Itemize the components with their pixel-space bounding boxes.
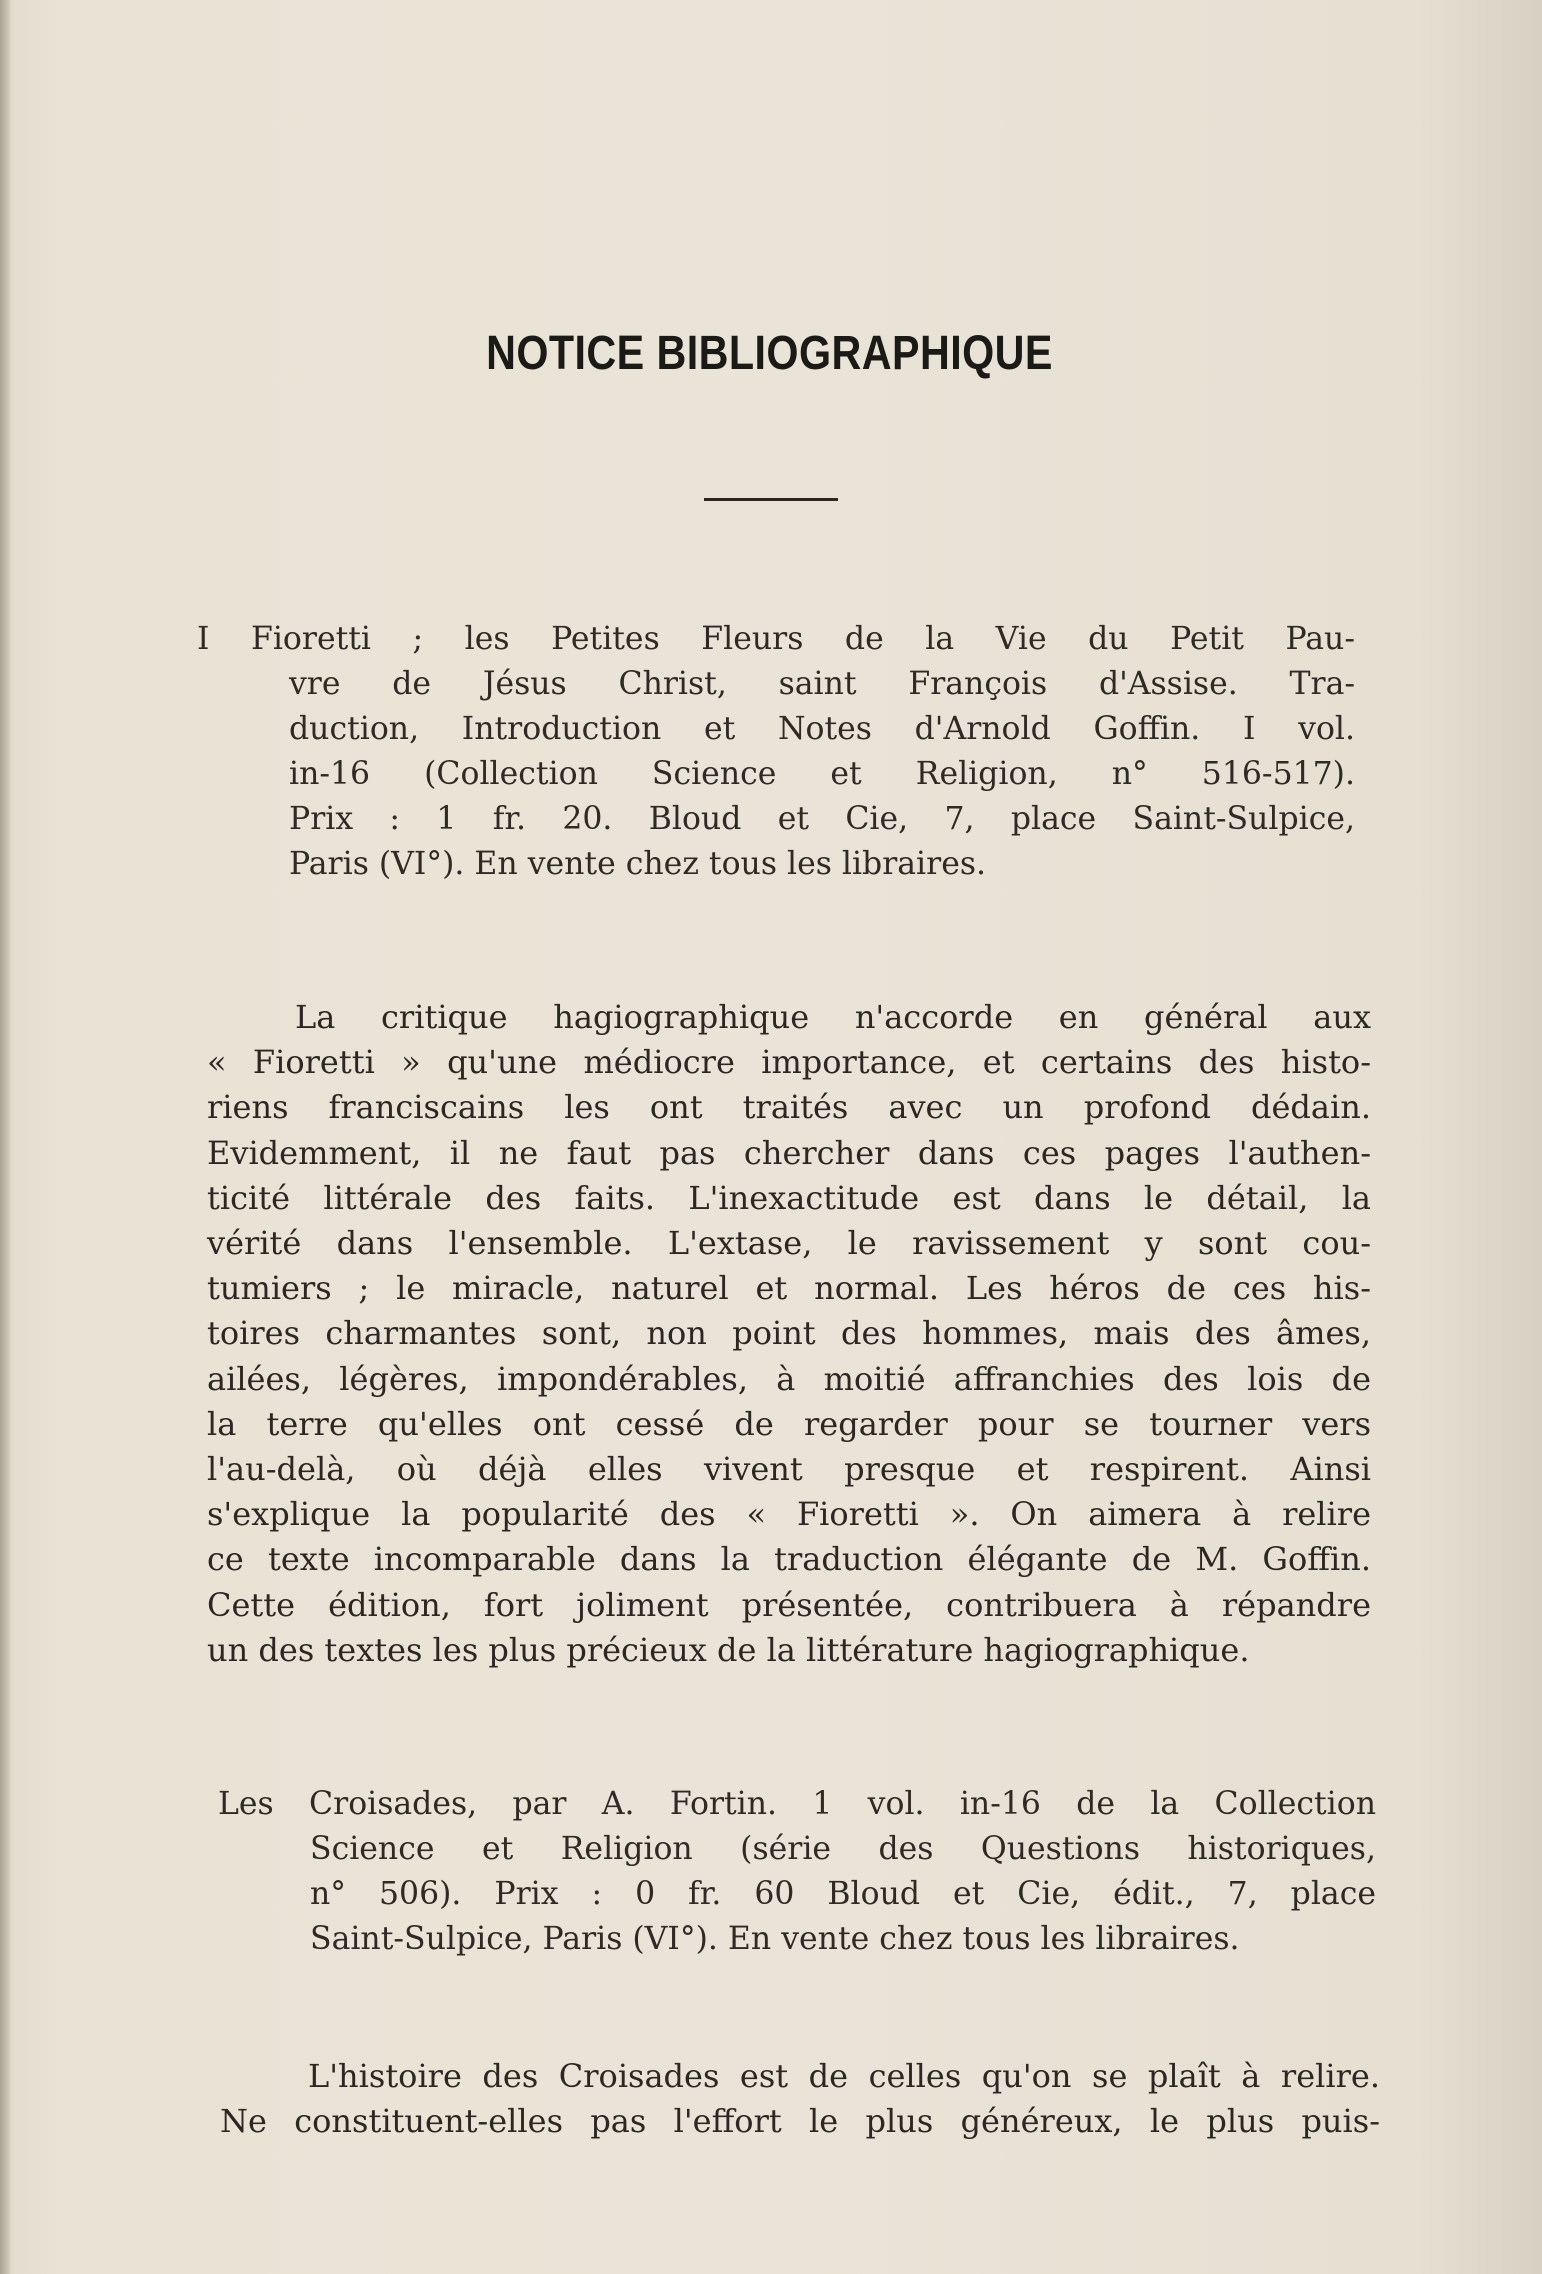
paragraph-line: tumiers ; le miracle, naturel et normal. Les héros de ces his- (207, 1269, 1371, 1308)
paragraph-line: riens franciscains les ont traités avec un profond dédain. (207, 1088, 1371, 1127)
entry-line: Prix : 1 fr. 20. Bloud et Cie, 7, place Saint-Sulpice, (289, 801, 1355, 837)
entry-line: Les Croisades, par A. Fortin. 1 vol. in-16 de la Collection (218, 1786, 1376, 1822)
paragraph-line: L'histoire des Croisades est de celles qu'on se plaît à relire. (308, 2057, 1380, 2095)
page-binding-edge (0, 0, 10, 2274)
entry-line: n° 506). Prix : 0 fr. 60 Bloud et Cie, édit., 7, place (310, 1876, 1376, 1912)
title-divider-rule (704, 498, 838, 501)
paragraph-line: l'au-delà, où déjà elles vivent presque et respirent. Ainsi (207, 1450, 1371, 1489)
paragraph-line: ticité littérale des faits. L'inexactitude est dans le détail, la (207, 1178, 1371, 1217)
paragraph-line: vérité dans l'ensemble. L'extase, le ravissement y sont cou- (207, 1224, 1371, 1263)
entry-line: Science et Religion (série des Questions historiques, (310, 1831, 1376, 1867)
paragraph-line: ailées, légères, impondérables, à moitié affranchies des lois de (207, 1359, 1371, 1398)
entry-line: I Fioretti ; les Petites Fleurs de la Vie du Petit Pau- (197, 621, 1355, 657)
entry-line: Paris (VI°). En vente chez tous les libraires. (289, 846, 987, 882)
entry-line: vre de Jésus Christ, saint François d'Assise. Tra- (289, 666, 1355, 702)
bibliography-entry-croisades (218, 1782, 1376, 1962)
bibliography-entry-fioretti (197, 617, 1355, 887)
paragraph-line: ce texte incomparable dans la traduction élégante de M. Goffin. (207, 1540, 1371, 1579)
paragraph-line: Cette édition, fort joliment présentée, contribuera à répandre (207, 1585, 1371, 1624)
paragraph-line: un des textes les plus précieux de la littérature hagiographique. (207, 1630, 1250, 1669)
paragraph-line: La critique hagiographique n'accorde en général aux (295, 998, 1371, 1036)
paragraph-line: « Fioretti » qu'une médiocre importance, et certains des histo- (207, 1043, 1371, 1082)
paragraph-line: s'explique la popularité des « Fioretti ». On aimera à relire (207, 1495, 1371, 1534)
page-title: NOTICE BIBLIOGRAPHIQUE (486, 327, 1053, 380)
entry-line: in-16 (Collection Science et Religion, n° 516-517). (289, 756, 1355, 792)
paragraph-line: la terre qu'elles ont cessé de regarder pour se tourner vers (207, 1404, 1371, 1443)
entry-line: duction, Introduction et Notes d'Arnold Goffin. I vol. (289, 711, 1355, 747)
paragraph-line: toires charmantes sont, non point des hommes, mais des âmes, (207, 1314, 1371, 1353)
paragraph-line: Ne constituent-elles pas l'effort le plus généreux, le plus puis- (220, 2102, 1380, 2141)
paragraph-line: Evidemment, il ne faut pas chercher dans ces pages l'authen- (207, 1133, 1371, 1172)
review-paragraph-croisades (220, 2054, 1380, 2144)
review-paragraph-fioretti (207, 995, 1371, 1673)
entry-line: Saint-Sulpice, Paris (VI°). En vente chez tous les libraires. (310, 1921, 1240, 1957)
